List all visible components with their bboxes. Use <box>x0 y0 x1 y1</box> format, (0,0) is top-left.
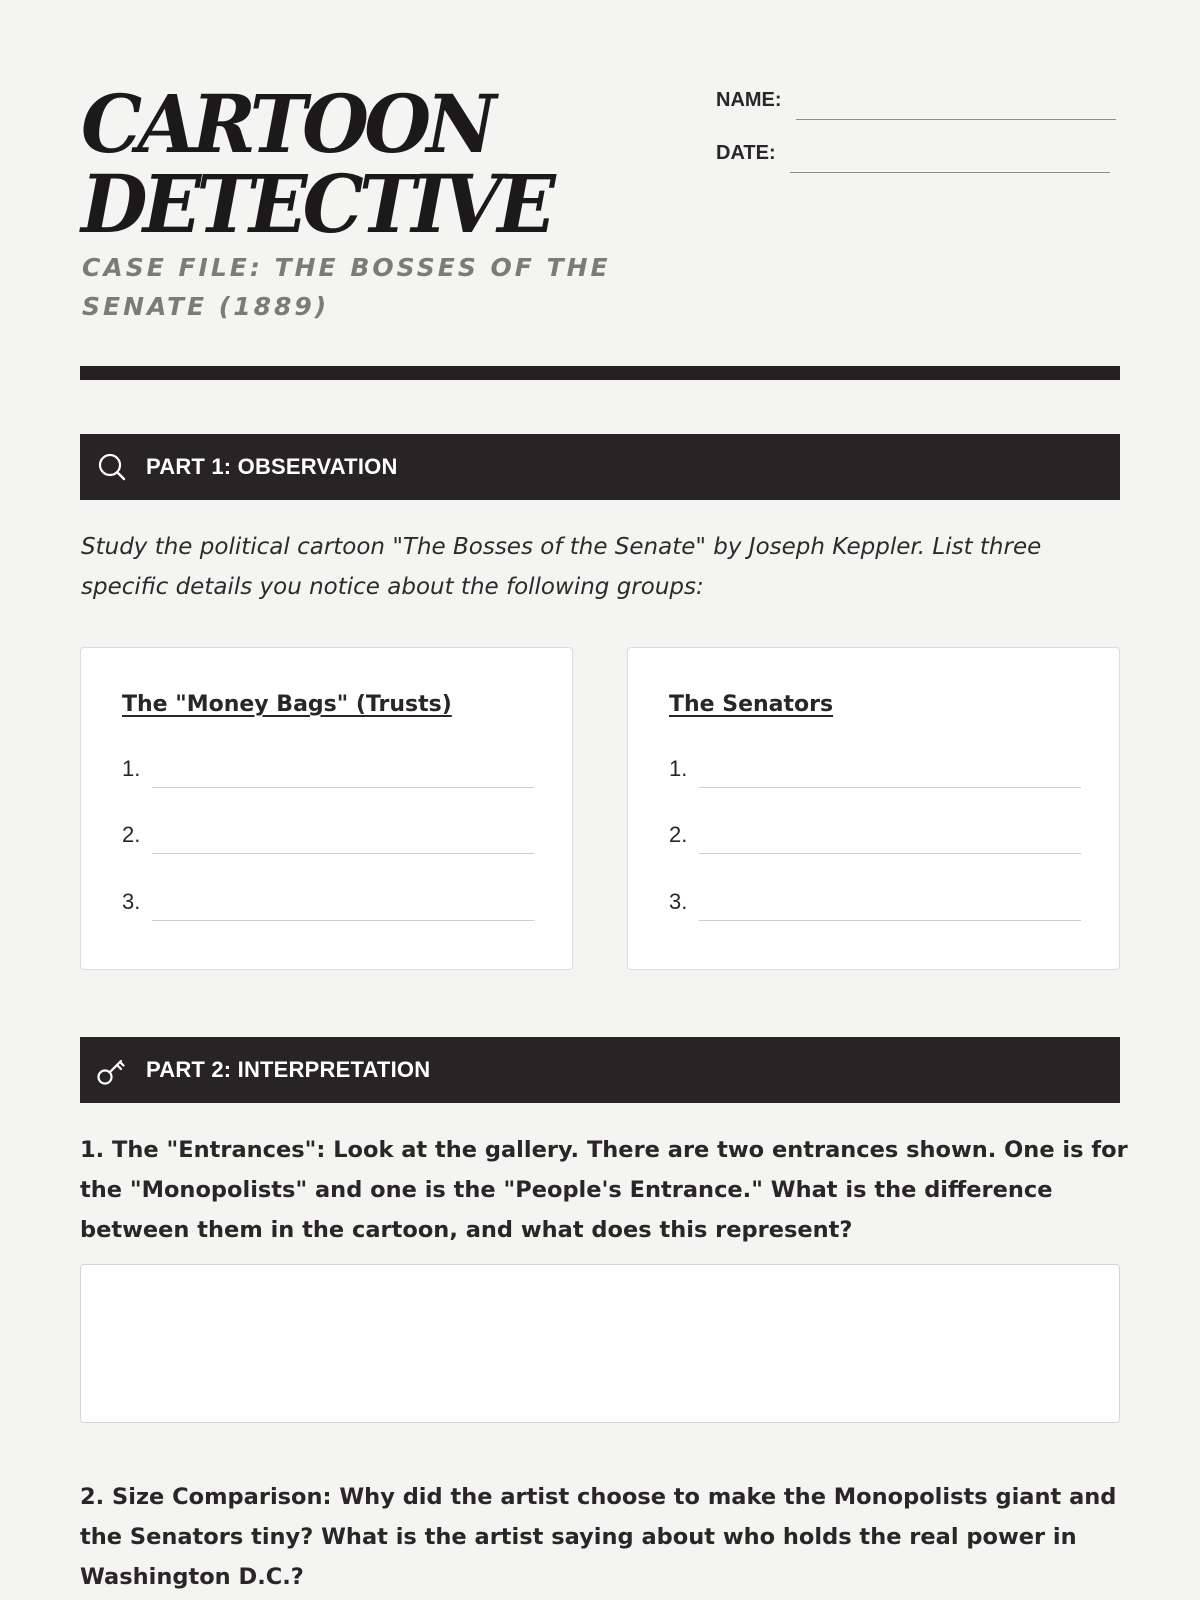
name-line[interactable] <box>796 118 1116 120</box>
blank-line[interactable] <box>699 919 1081 921</box>
header-divider <box>80 366 1120 380</box>
observation-card-trusts <box>80 647 573 970</box>
magnifying-glass-icon <box>94 449 130 485</box>
blank-line[interactable] <box>152 919 534 921</box>
date-label: DATE: <box>716 142 776 164</box>
date-field[interactable] <box>716 135 1110 175</box>
answer-line[interactable] <box>122 750 534 790</box>
question-2: 2. Size Comparison: Why did the artist choose to make the Monopolists giant and the Senators tiny? What is the artist saying about who holds the real power in Washington D.C.? <box>80 1484 1117 1590</box>
item-number: 1. <box>122 756 141 781</box>
answer-line[interactable] <box>669 816 1081 856</box>
part1-title: PART 1: OBSERVATION <box>146 454 398 479</box>
title-line-2: DETECTIVE <box>81 157 551 251</box>
case-file-subtitle: CASE FILE: THE BOSSES OF THE SENATE (1889) <box>82 253 611 321</box>
answer-line[interactable] <box>669 750 1081 790</box>
key-icon <box>94 1052 130 1088</box>
name-field[interactable] <box>716 82 1116 122</box>
item-number: 1. <box>669 756 688 781</box>
item-number: 3. <box>669 889 688 914</box>
worksheet-title <box>81 77 551 251</box>
answer-line[interactable] <box>122 816 534 856</box>
date-line[interactable] <box>790 171 1110 173</box>
answer-line[interactable] <box>669 883 1081 923</box>
title-line-1: CARTOON <box>81 77 492 171</box>
card-heading: The Senators <box>669 692 834 717</box>
name-label: NAME: <box>716 89 782 111</box>
part1-header <box>80 434 1120 500</box>
question-1-answer-box[interactable] <box>80 1264 1120 1423</box>
card-heading: The "Money Bags" (Trusts) <box>122 692 452 717</box>
item-number: 2. <box>122 822 141 847</box>
question-1: 1. The "Entrances": Look at the gallery. There are two entrances shown. One is for the "Monopolists" and one is the "People's Entrance." What is the difference between them in the cartoon, and what does this represent? <box>80 1137 1128 1243</box>
part1-instructions: Study the political cartoon "The Bosses of the Senate" by Joseph Keppler. List three specific details you notice about the following groups: <box>81 534 1042 600</box>
item-number: 3. <box>122 889 141 914</box>
answer-line[interactable] <box>122 883 534 923</box>
blank-line[interactable] <box>152 786 534 788</box>
part2-title: PART 2: INTERPRETATION <box>146 1057 431 1082</box>
blank-line[interactable] <box>152 852 534 854</box>
blank-line[interactable] <box>699 786 1081 788</box>
blank-line[interactable] <box>699 852 1081 854</box>
item-number: 2. <box>669 822 688 847</box>
part2-header <box>80 1037 1120 1103</box>
observation-card-senators <box>627 647 1120 970</box>
